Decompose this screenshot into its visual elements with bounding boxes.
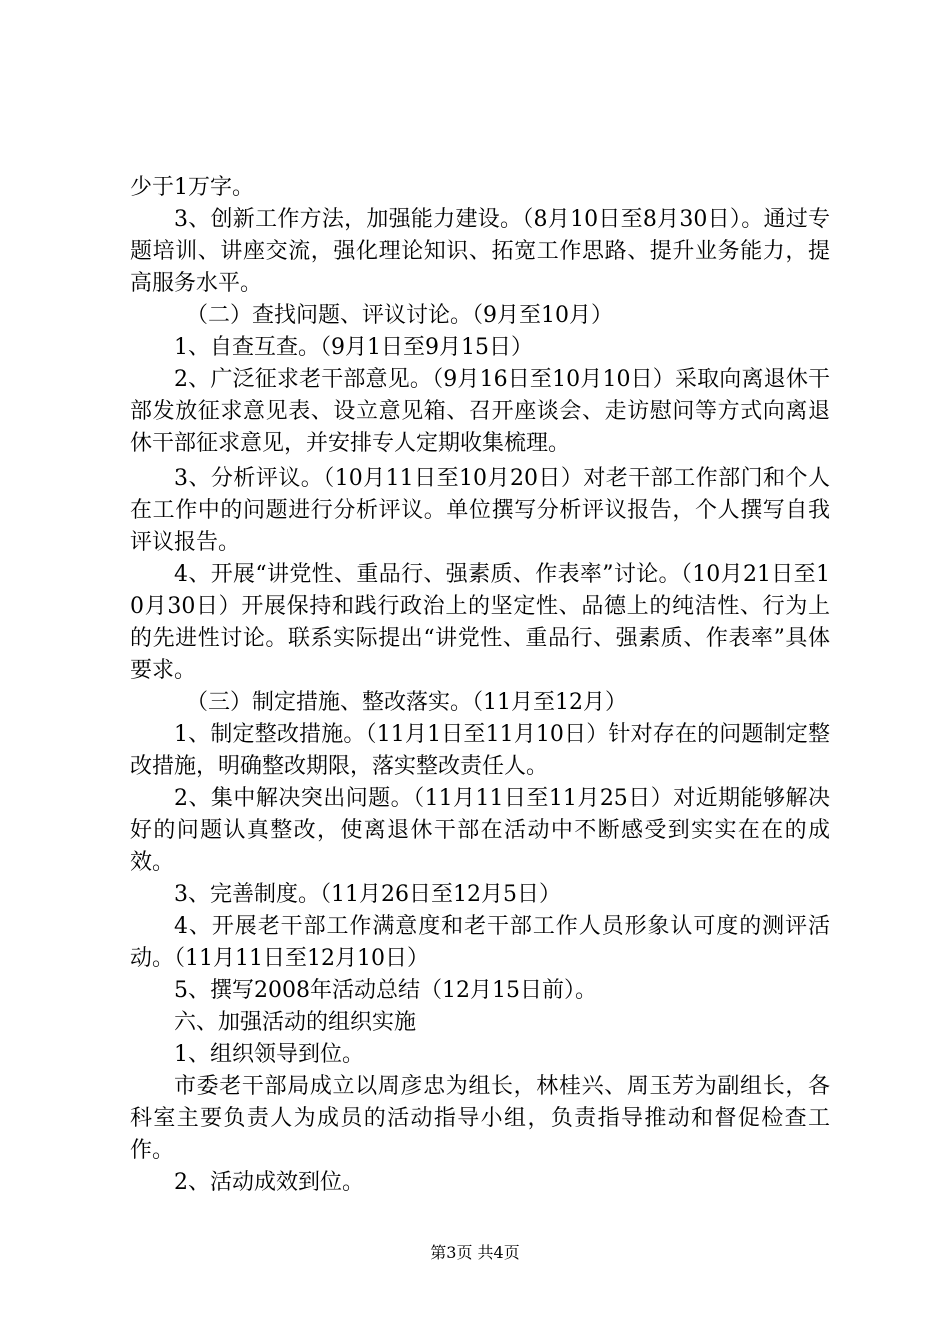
page-number-footer: 第3页 共4页 [430, 1243, 520, 1262]
paragraph-discussion: 4、开展“讲党性、重品行、强素质、作表率”讨论。（10月21日至10月30日）开展保持和践行政治上的坚定性、品德上的纯洁性、行为上的先进性讨论。联系实际提出“讲党性、重品行、强素质、作表率”具体要求。 [130, 562, 830, 683]
paragraph-summary: 5、撰写2008年活动总结（12月15日前）。 [174, 978, 597, 1003]
section-heading-2: （二）查找问题、评议讨论。（9月至10月） [186, 303, 613, 328]
paragraph-solicit-opinions: 2、广泛征求老干部意见。（9月16日至10月10日）采取向离退休干部发放征求意见表、设立意见箱、召开座谈会、走访慰问等方式向离退休干部征求意见，并安排专人定期收集梳理。 [130, 367, 830, 456]
paragraph-guidance-group: 市委老干部局成立以周彦忠为组长，林桂兴、周玉芳为副组长，各科室主要负责人为成员的活动指导小组，负责指导推动和督促检查工作。 [130, 1074, 830, 1163]
document-body [130, 172, 830, 1199]
paragraph-self-check: 1、自查互查。（9月1日至9月15日） [174, 335, 533, 360]
paragraph-leadership: 1、组织领导到位。 [174, 1042, 364, 1067]
paragraph-analysis-review: 3、分析评议。（10月11日至10月20日）对老干部工作部门和个人在工作中的问题进行分析评议。单位撰写分析评议报告，个人撰写自我评议报告。 [130, 466, 830, 555]
paragraph-results: 2、活动成效到位。 [174, 1170, 364, 1195]
paragraph-satisfaction-survey: 4、开展老干部工作满意度和老干部工作人员形象认可度的测评活动。（11月11日至12月10日） [130, 914, 830, 971]
section-heading-6: 六、加强活动的组织实施 [174, 1010, 417, 1035]
paragraph-rectification-measures: 1、制定整改措施。（11月1日至11月10日）针对存在的问题制定整改措施，明确整改期限，落实整改责任人。 [130, 722, 830, 779]
paragraph-solve-problems: 2、集中解决突出问题。（11月11日至11月25日）对近期能够解决好的问题认真整改，使离退休干部在活动中不断感受到实实在在的成效。 [130, 786, 830, 875]
paragraph-improve-system: 3、完善制度。（11月26日至12月5日） [174, 882, 561, 907]
paragraph-continuation: 少于1万字。 [130, 175, 254, 200]
section-heading-3: （三）制定措施、整改落实。（11月至12月） [186, 690, 627, 715]
paragraph-method-innovation: 3、创新工作方法，加强能力建设。（8月10日至8月30日）。通过专题培训、讲座交流，强化理论知识、拓宽工作思路、提升业务能力，提高服务水平。 [130, 207, 830, 296]
